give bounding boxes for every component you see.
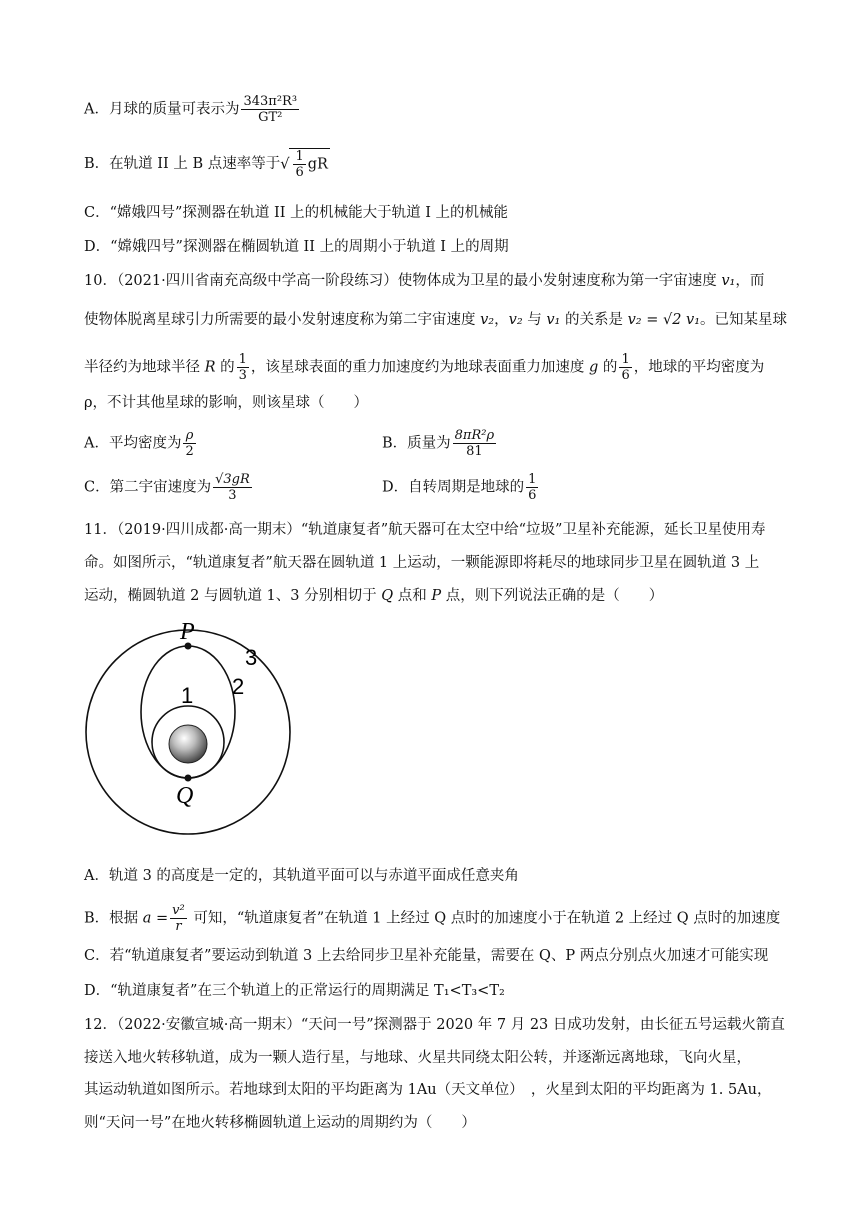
q9-option-b (84, 148, 330, 180)
q9-option-a (84, 94, 301, 125)
q10-option-c: C．第二宇宙速度为 $\frac{√3gR}{3}$ (84, 472, 250, 503)
q11-option-b: B．根据 a = $\frac{\text{v²}}{r}$ 可知，“轨道康复者”在轨道 1 上经过 Q 点时的加速度小于在轨道 2 上经过 Q 点时的加速度 (84, 903, 781, 934)
q10-option-a: A．平均密度为 $\frac{\rho}{2}$ (84, 428, 194, 459)
q9-option-c: C．“嫦娥四号”探测器在轨道 II 上的机械能大于轨道 I 上的机械能 (84, 205, 509, 221)
planet (169, 725, 207, 763)
q11-line-3: 运动，椭圆轨道 2 与圆轨道 1、3 分别相切于 Q 点和 P 点，则下列说法正确的是（ ） (84, 588, 664, 604)
q11-line-1: 11．（2019·四川成都·高一期末）“轨道康复者”航天器可在太空中给“垃圾”卫星补充能源，延长卫星使用寿 (84, 522, 766, 538)
orbit-diagram (80, 618, 310, 848)
q9-option-b-text: B．在轨道 II 上 B 点速率等于 (84, 156, 281, 172)
label-orbit-2: 2 (232, 674, 245, 699)
q10-option-d: D．自转周期是地球的 $\frac{1}{6}$ (382, 472, 537, 503)
q10-line-4: ρ，不计其他星球的影响，则该星球（ ） (84, 395, 369, 411)
q9-option-d: D．“嫦娥四号”探测器在椭圆轨道 II 上的周期小于轨道 I 上的周期 (84, 239, 509, 255)
q10-relation: v₂ = √2 v₁ (627, 312, 701, 328)
label-p: P (180, 619, 195, 645)
q9-option-a-fraction: $\frac{\text{343π²R³}}{\text{GT²}}$ (243, 94, 298, 125)
point-q-dot (185, 775, 192, 782)
q9-option-a-text: A．月球的质量可表示为 (84, 101, 240, 118)
q10-line-1: 10．（2021·四川省南充高级中学高一阶段练习）使物体成为卫星的最小发射速度称为第一宇宙速度 v₁，而 (84, 273, 765, 289)
q11-line-2: 命。如图所示，“轨道康复者”航天器在圆轨道 1 上运动，一颗能源即将耗尽的地球同步卫星在圆轨道 3 上 (84, 555, 760, 571)
label-q: Q (176, 783, 194, 809)
q10-line-3: 半径约为地球半径 R 的 $\frac{1}{3}$ ，该星球表面的重力加速度约为地球表面重力加速度 g 的 $\frac{1}{6}$ ，地球的平均密度为 (84, 352, 765, 383)
q10-line-2: 使物体脱离星球引力所需要的最小发射速度称为第二宇宙速度 v₂，v₂ 与 v₁ 的关系是 v₂ = √2 v₁。已知某星球 (84, 312, 788, 328)
label-orbit-1: 1 (181, 683, 194, 708)
q11-option-a: A．轨道 3 的高度是一定的，其轨道平面可以与赤道平面成任意夹角 (84, 868, 519, 884)
q12-line-4: 则“天问一号”在地火转移椭圆轨道上运动的周期约为（ ） (84, 1115, 476, 1131)
q11-option-d: D．“轨道康复者”在三个轨道上的正常运行的周期满足 T₁<T₃<T₂ (84, 983, 505, 999)
q11-option-c: C．若“轨道康复者”要运动到轨道 3 上去给同步卫星补充能量，需要在 Q、P 两点分别点火加速才可能实现 (84, 948, 769, 964)
q10-option-b: B．质量为 $\frac{\text{8πR²ρ}}{81}$ (382, 428, 495, 459)
q12-line-2: 接送入地火转移轨道，成为一颗人造行星，与地球、火星共同绕太阳公转，并逐渐远离地球，飞向火星， (84, 1050, 751, 1066)
q12-line-1: 12．（2022·安徽宣城·高一期末）“天问一号”探测器于 2020 年 7 月 23 日成功发射，由长征五号运载火箭直 (84, 1017, 785, 1033)
q12-line-3: 其运动轨道如图所示。若地球到太阳的平均距离为 1Au（天文单位） ，火星到太阳的平均距离为 1. 5Au， (84, 1082, 772, 1098)
label-orbit-3: 3 (245, 645, 258, 670)
q9-option-b-sqrt: √ $\frac{1}{6}$ gR (280, 149, 328, 180)
